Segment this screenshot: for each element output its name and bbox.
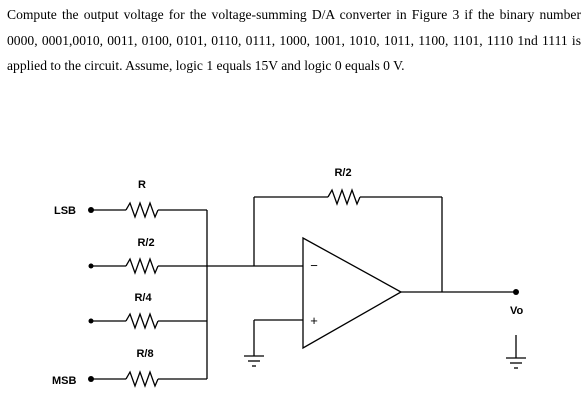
resistor-r-eighth [126, 372, 158, 386]
resistor-r-half-label: R/2 [137, 237, 155, 249]
input-branch-lsb [88, 203, 207, 217]
resistor-r-label: R [138, 179, 146, 191]
resistor-r-half [126, 259, 158, 273]
question-text: Compute the output voltage for the voltage-summing D/A converter in Figure 3 if the binary number 0000, 0001,0010, 0011, 0100, 0101, 0110, 0111, 1000, 1001, 1010, 1011, 1100, 1101, 1110 1nd 1111 is applied to the circuit. Assume, logic 1 equals 15V and logic 0 equals 0 V. [7, 7, 581, 73]
lsb-label: LSB [54, 205, 76, 217]
resistor-feedback [328, 190, 360, 204]
noninverting-ground [244, 320, 303, 366]
input-branch-2 [89, 259, 304, 273]
msb-label: MSB [52, 375, 77, 387]
resistor-r [126, 203, 158, 217]
resistor-r-quarter [126, 314, 158, 328]
inverting-input-sign: − [310, 258, 318, 273]
feedback-resistor-label: R/2 [334, 167, 352, 179]
output-label: Vo [510, 305, 524, 317]
output-node [401, 289, 526, 368]
input-branch-3 [89, 314, 208, 328]
feedback-path [254, 190, 442, 292]
resistor-r-eighth-label: R/8 [136, 348, 154, 360]
resistor-r-quarter-label: R/4 [134, 292, 152, 304]
op-amp-symbol [303, 238, 401, 348]
noninverting-input-sign: + [310, 313, 318, 328]
input-branch-msb [88, 372, 207, 386]
output-terminal [513, 289, 519, 295]
